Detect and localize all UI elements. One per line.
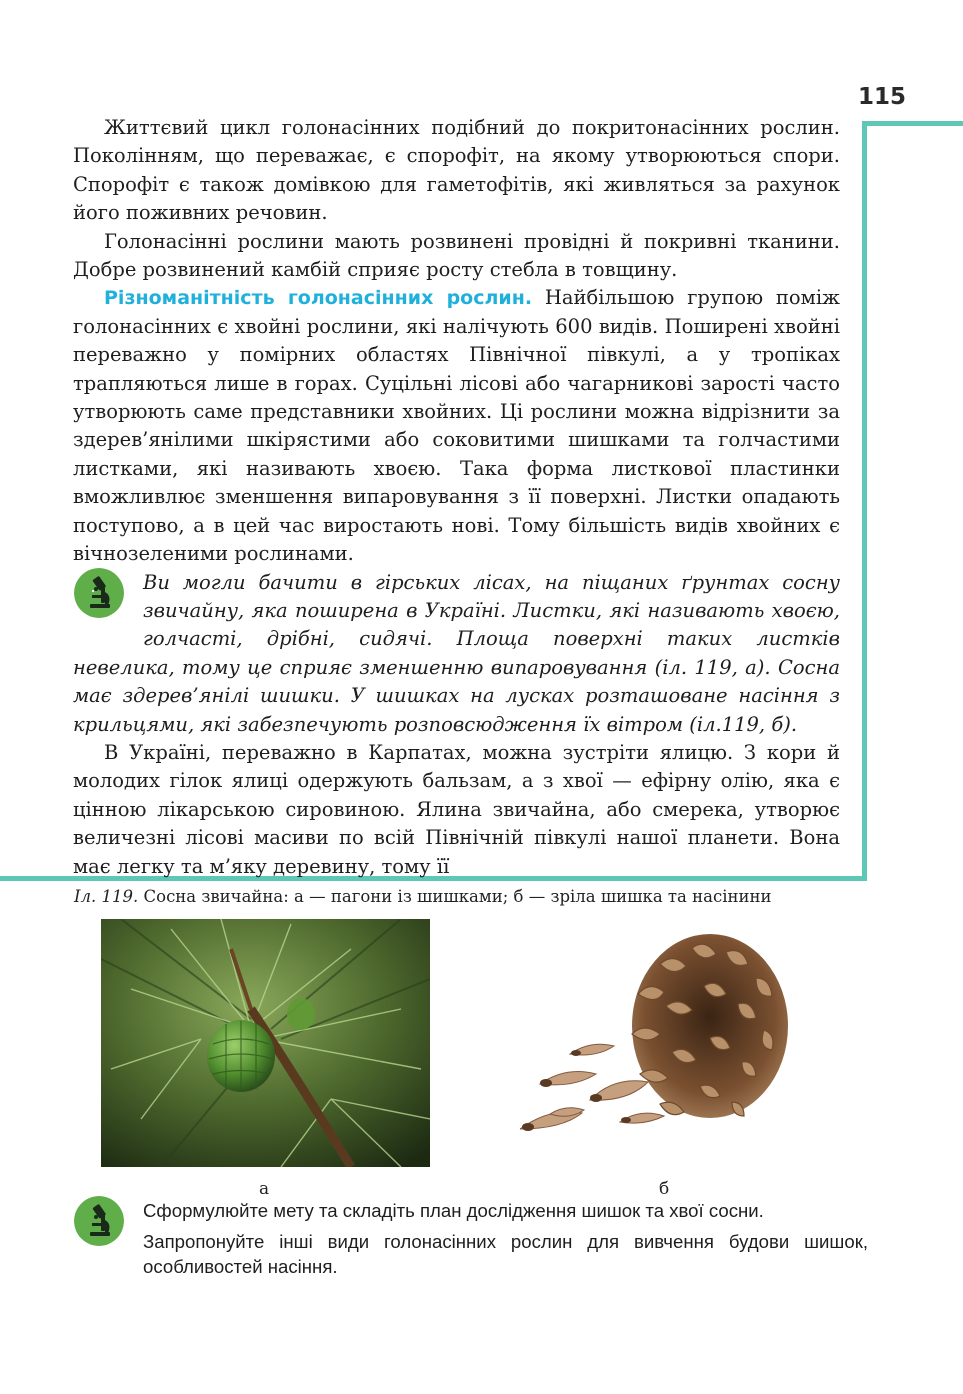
photo-label-a: а: [259, 1179, 270, 1199]
frame-top-rule: [862, 121, 963, 126]
task-item: Запропонуйте інші види голонасінних рослин для вивчення будови шишок, особливостей насіння.: [143, 1231, 868, 1277]
caption-text: Сосна звичайна: а — пагони із шишками; б — зріла шишка та насінини: [138, 887, 772, 906]
paragraph: Життєвий цикл голонасінних подібний до покритонасінних рослин. Поколінням, що переважає, є спорофіт, на якому утворюються спори. Спорофіт є також домівкою для гаметофітів, які живляться за рахунок його поживних речовин.: [73, 116, 840, 225]
pine-cone-seeds-photo: [520, 934, 790, 1146]
experiment-paragraph: [73, 569, 840, 739]
frame-right-rule: [862, 121, 867, 881]
figure-ref: Іл. 119.: [74, 887, 139, 906]
task-item: Сформулюйте мету та складіть план дослідження шишок та хвої сосни.: [143, 1200, 764, 1221]
main-text: [73, 114, 840, 881]
figure-caption: [74, 886, 874, 908]
paragraph: Голонасінні рослини мають розвинені провідні й покривні тканини. Добре розвинений камбій сприяє росту стебла в товщину.: [73, 229, 840, 282]
pine-shoot-photo: [101, 919, 430, 1167]
paragraph-text: Найбільшою групою поміж голонасінних є хвойні рослини, які налічують 600 видів. Поширені хвойні переважно у помірних областях Північної півкулі, а у тропіках трапляються лише в горах. Суцільні лісові або чагарникові зарості часто утворюють саме представники хвойних. Ці рослини можна відрізнити за здерев’янілими шкірястими або соковитими шишками та голчастими листками, які називають хвоєю. Така форма листкової пластинки вможливлює зменшення випаровування з її поверхні. Листки опадають поступово, а в цей час виростають нові. Тому більшість видів хвойних є вічнозеленими рослинами.: [73, 286, 840, 566]
experiment-text: Ви могли бачити в гірських лісах, на піщаних ґрунтах сосну звичайну, яка поширена в Україні. Листки, які називають хвоєю, голчасті, дрібні, сидячі. Площа поверхні таких листків невелика, тому це сприяє зменшенню випаровування (іл. 119, а). Сосна має здерев’янілі шишки. У шишках на лусках розташоване насіння з крильцями, які забезпечують розповсюдження їх вітром (іл.119, б).: [73, 570, 840, 736]
microscope-icon: [74, 568, 124, 618]
paragraph: В Україні, переважно в Карпатах, можна зустріти ялицю. З кори й молодих гілок ялиці одержують бальзам, а з хвої — ефірну олію, яка є цінною лікарською сировиною. Ялина звичайна, або смерека, утворює величезні лісові масиви по всій Північній півкулі нашої планети. Вона має легку та м’яку деревину, тому її: [73, 740, 840, 878]
microscope-icon: [74, 1196, 124, 1246]
section-heading: Різноманітність голонасінних рослин.: [104, 287, 533, 310]
task-list: [143, 1198, 868, 1285]
paragraph: [73, 284, 840, 568]
page-number: 115: [858, 84, 907, 110]
photo-label-b: б: [659, 1179, 670, 1199]
